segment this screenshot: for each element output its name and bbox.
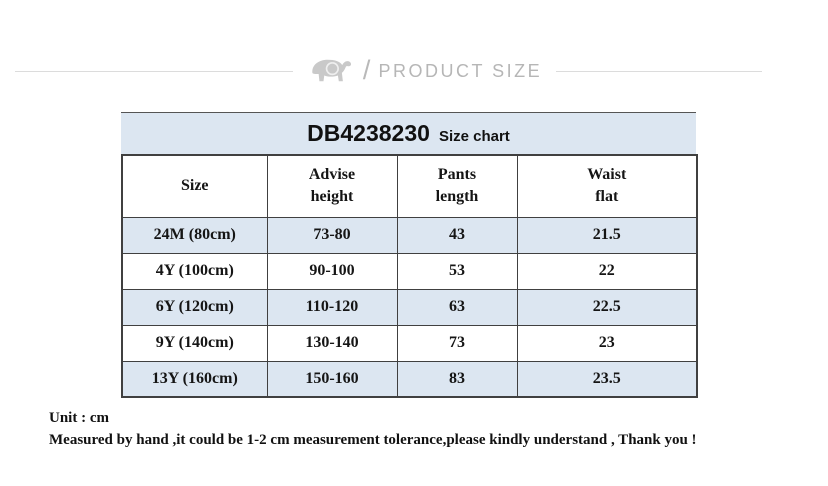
header-divider-line-right [556,71,762,72]
measurement-notes [49,407,697,451]
column-header-waist-flat [517,155,697,217]
column-header-advise-height [267,155,397,217]
header-divider-line-left [15,71,293,72]
unit-note: Unit : cm [49,410,109,426]
table-row [122,217,697,253]
cell-pants-length: 43 [397,217,517,253]
cell-size: 6Y (120cm) [122,289,267,325]
table-row [122,253,697,289]
table-header-row [122,155,697,217]
page-title: PRODUCT SIZE [378,60,543,81]
cell-size: 13Y (160cm) [122,361,267,397]
cell-waist-flat: 22 [517,253,697,289]
column-header-waist-flat-label: Waist flat [587,166,627,206]
column-header-pants-length-label: Pants length [435,166,479,206]
table-row [122,361,697,397]
column-header-pants-length [397,155,517,217]
column-header-size-label: Size [180,177,209,195]
cell-advise-height: 130-140 [267,325,397,361]
cell-waist-flat: 21.5 [517,217,697,253]
cell-advise-height: 150-160 [267,361,397,397]
tolerance-note: Measured by hand ,it could be 1-2 cm measurement tolerance,please kindly understand , Thank you ! [49,432,697,448]
cell-waist-flat: 22.5 [517,289,697,325]
size-chart [121,112,696,398]
cell-pants-length: 73 [397,325,517,361]
header-slash: / [362,54,371,85]
table-row [122,289,697,325]
cell-advise-height: 73-80 [267,217,397,253]
cell-size: 4Y (100cm) [122,253,267,289]
elephant-icon [307,52,353,91]
cell-pants-length: 83 [397,361,517,397]
product-size-header [15,52,762,90]
cell-waist-flat: 23 [517,325,697,361]
size-table [121,154,698,398]
cell-size: 24M (80cm) [122,217,267,253]
cell-waist-flat: 23.5 [517,361,697,397]
cell-advise-height: 90-100 [267,253,397,289]
column-header-advise-height-label: Advise height [308,166,356,206]
cell-size: 9Y (140cm) [122,325,267,361]
column-header-size [122,155,267,217]
size-chart-label: Size chart [438,128,510,145]
cell-advise-height: 110-120 [267,289,397,325]
cell-pants-length: 63 [397,289,517,325]
product-code: DB4238230 [307,120,430,146]
table-row [122,325,697,361]
size-chart-titlebar [121,112,696,154]
cell-pants-length: 53 [397,253,517,289]
